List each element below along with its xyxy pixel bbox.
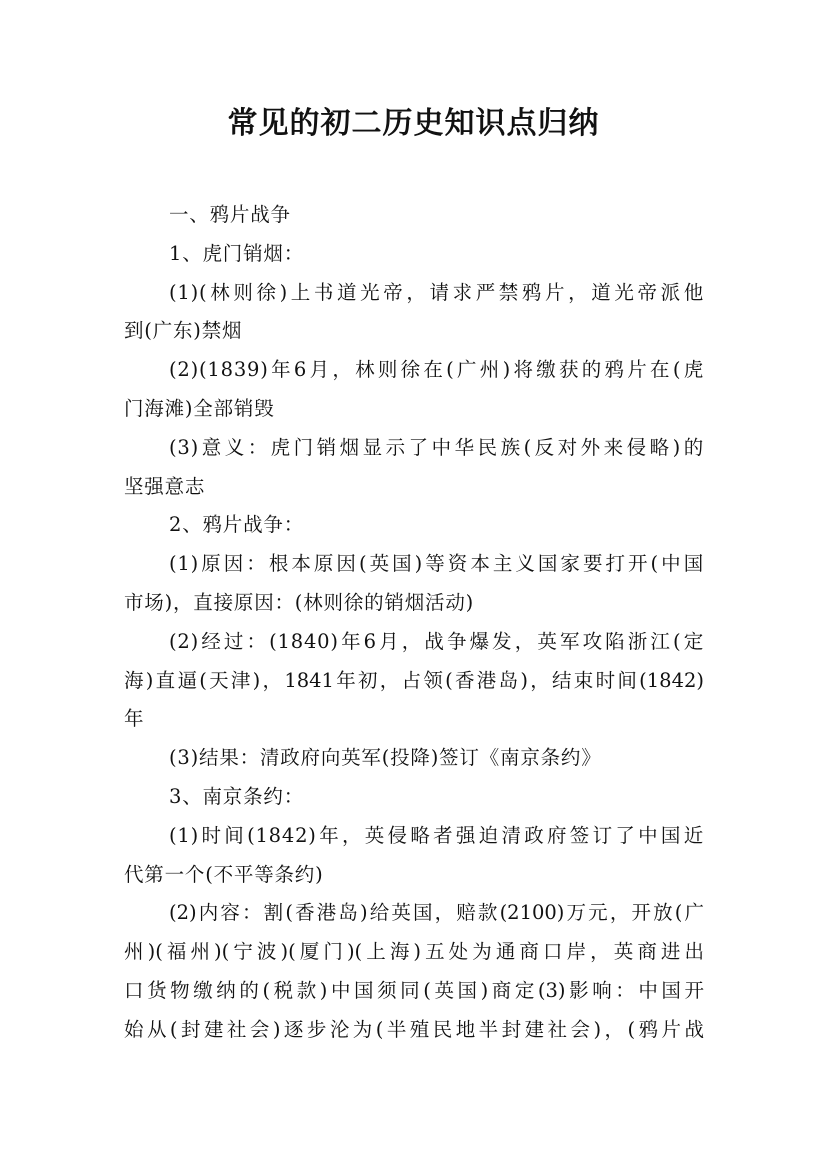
paragraph-line: (2)内容：割(香港岛)给英国，赔款(2100)万元，开放(广 [169,901,704,925]
paragraph-line: 口货物缴纳的(税款)中国须同(英国)商定(3)影响：中国开 [124,978,704,1002]
paragraph-line: (3)意义：虎门销烟显示了中华民族(反对外来侵略)的 [169,435,704,459]
paragraph-line: (2)(1839)年6月，林则徐在(广州)将缴获的鸦片在(虎 [169,358,704,382]
document-body [124,196,704,1050]
paragraph-line: (1)原因：根本原因(英国)等资本主义国家要打开(中国 [169,552,704,576]
paragraph-line: 始从(封建社会)逐步沦为(半殖民地半封建社会)，(鸦片战 [124,1017,704,1041]
paragraph-line: 州)(福州)(宁波)(厦门)(上海)五处为通商口岸，英商进出 [124,940,704,964]
paragraph-line: (2)经过：(1840)年6月，战争爆发，英军攻陷浙江(定 [169,629,704,653]
subsection-heading: 2、鸦片战争： [169,513,305,537]
paragraph-line: 市场)，直接原因：(林则徐的销烟活动) [124,590,475,614]
subsection-heading: 1、虎门销烟： [169,241,305,265]
paragraph-line: 到(广东)禁烟 [124,319,243,343]
section-heading: 一、鸦片战争 [169,203,291,226]
paragraph-line: 坚强意志 [124,474,206,498]
paragraph-line: (1)(林则徐)上书道光帝，请求严禁鸦片，道光帝派他 [169,280,704,304]
paragraph-line: 海)直逼(天津)，1841年初，占领(香港岛)，结束时间(1842) [124,668,704,692]
paragraph-line: 门海滩)全部销毁 [124,396,275,420]
paragraph-line: (1)时间(1842)年，英侵略者强迫清政府签订了中国近 [169,823,704,847]
paragraph-line: 年 [124,707,145,731]
subsection-heading: 3、南京条约： [169,784,305,808]
paragraph-line: 代第一个(不平等条约) [124,862,324,886]
page-title: 常见的初二历史知识点归纳 [227,106,600,141]
paragraph-line: (3)结果：清政府向英军(投降)签订《南京条约》 [169,746,602,770]
